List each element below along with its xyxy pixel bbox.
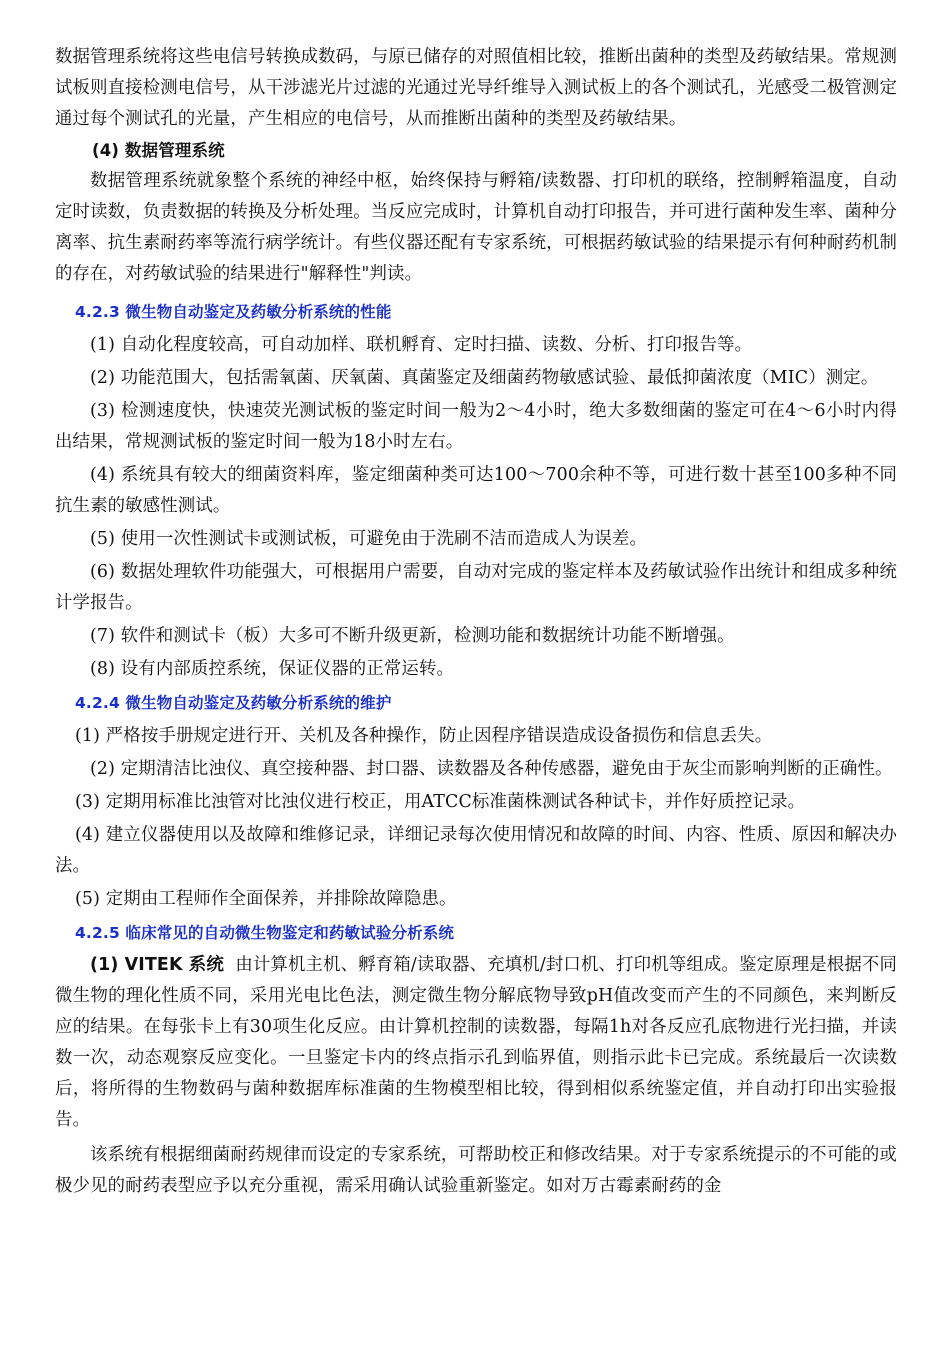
vitek-paragraph [55,950,897,1136]
list-item: (2) 功能范围大，包括需氧菌、厌氧菌、真菌鉴定及细菌药物敏感试验、最低抑菌浓度（MIC）测定。 [90,368,879,388]
expert-system-paragraph: 该系统有根据细菌耐药规律而设定的专家系统，可帮助校正和修改结果。对于专家系统提示的不可能的或极少见的耐药表型应予以充分重视，需采用确认试验重新鉴定。如对万古霉素耐药的金 [55,1145,897,1196]
section-heading-423: 4.2.3 微生物自动鉴定及药敏分析系统的性能 [75,303,392,321]
list-item: (8) 设有内部质控系统，保证仪器的正常运转。 [90,659,455,679]
list-item: (1) 严格按手册规定进行开、关机及各种操作，防止因程序错误造成设备损伤和信息丢失。 [75,726,773,746]
list-item: (3) 定期用标准比浊管对比浊仪进行校正，用ATCC标准菌株测试各种试卡，并作好质控记录。 [75,792,806,812]
section-heading-425: 4.2.5 临床常见的自动微生物鉴定和药敏试验分析系统 [75,924,455,942]
list-item: (4) 建立仪器使用以及故障和维修记录，详细记录每次使用情况和故障的时间、内容、性质、原因和解决办法。 [55,825,897,876]
data-management-paragraph: 数据管理系统就象整个系统的神经中枢，始终保持与孵箱/读数器、打印机的联络，控制孵箱温度，自动定时读数，负责数据的转换及分析处理。当反应完成时，计算机自动打印报告，并可进行菌种发生率、菌种分离率、抗生素耐药率等流行病学统计。有些仪器还配有专家系统，可根据药敏试验的结果提示有何种耐药机制的存在，对药敏试验的结果进行"解释性"判读。 [55,171,897,284]
list-item: (5) 定期由工程师作全面保养，并排除故障隐患。 [75,889,457,909]
vitek-label: (1) VITEK 系统 [90,955,224,975]
vitek-body: 由计算机主机、孵育箱/读取器、充填机/封口机、打印机等组成。鉴定原理是根据不同微生物的理化性质不同，采用光电比色法，测定微生物分解底物导致pH值改变而产生的不同颜色，来判断反应的结果。在每张卡上有30项生化反应。由计算机控制的读数器，每隔1h对各反应孔底物进行光扫描，并读数一次，动态观察反应变化。一旦鉴定卡内的终点指示孔到临界值，则指示此卡已完成。系统最后一次读数后，将所得的生物数码与菌种数据库标准菌的生物模型相比较，得到相似系统鉴定值，并自动打印出实验报告。 [55,955,897,1130]
list-item: (5) 使用一次性测试卡或测试板，可避免由于洗刷不洁而造成人为误差。 [90,529,647,549]
document-page [55,42,897,1202]
list-item: (1) 自动化程度较高，可自动加样、联机孵育、定时扫描、读数、分析、打印报告等。 [90,335,753,355]
list-item: (7) 软件和测试卡（板）大多可不断升级更新，检测功能和数据统计功能不断增强。 [90,626,735,646]
section-heading-424: 4.2.4 微生物自动鉴定及药敏分析系统的维护 [75,694,392,712]
list-item: (3) 检测速度快，快速荧光测试板的鉴定时间一般为2～4小时，绝大多数细菌的鉴定可在4～6小时内得出结果，常规测试板的鉴定时间一般为18小时左右。 [55,401,897,452]
list-item: (6) 数据处理软件功能强大，可根据用户需要，自动对完成的鉴定样本及药敏试验作出统计和组成多种统计学报告。 [55,562,897,613]
spacer [55,290,897,294]
intro-paragraph: 数据管理系统将这些电信号转换成数码，与原已储存的对照值相比较，推断出菌种的类型及药敏结果。常规测试板则直接检测电信号，从干涉滤光片过滤的光通过光导纤维导入测试板上的各个测试孔，光感受二极管测定通过每个测试孔的光量，产生相应的电信号，从而推断出菌种的类型及药敏结果。 [55,47,897,129]
list-item: (2) 定期清洁比浊仪、真空接种器、封口器、读数器及各种传感器，避免由于灰尘而影响判断的正确性。 [90,759,893,779]
subsection-heading-data-management: (4) 数据管理系统 [92,141,225,160]
list-item: (4) 系统具有较大的细菌资料库，鉴定细菌种类可达100～700余种不等，可进行数十甚至100多种不同抗生素的敏感性测试。 [55,465,897,516]
